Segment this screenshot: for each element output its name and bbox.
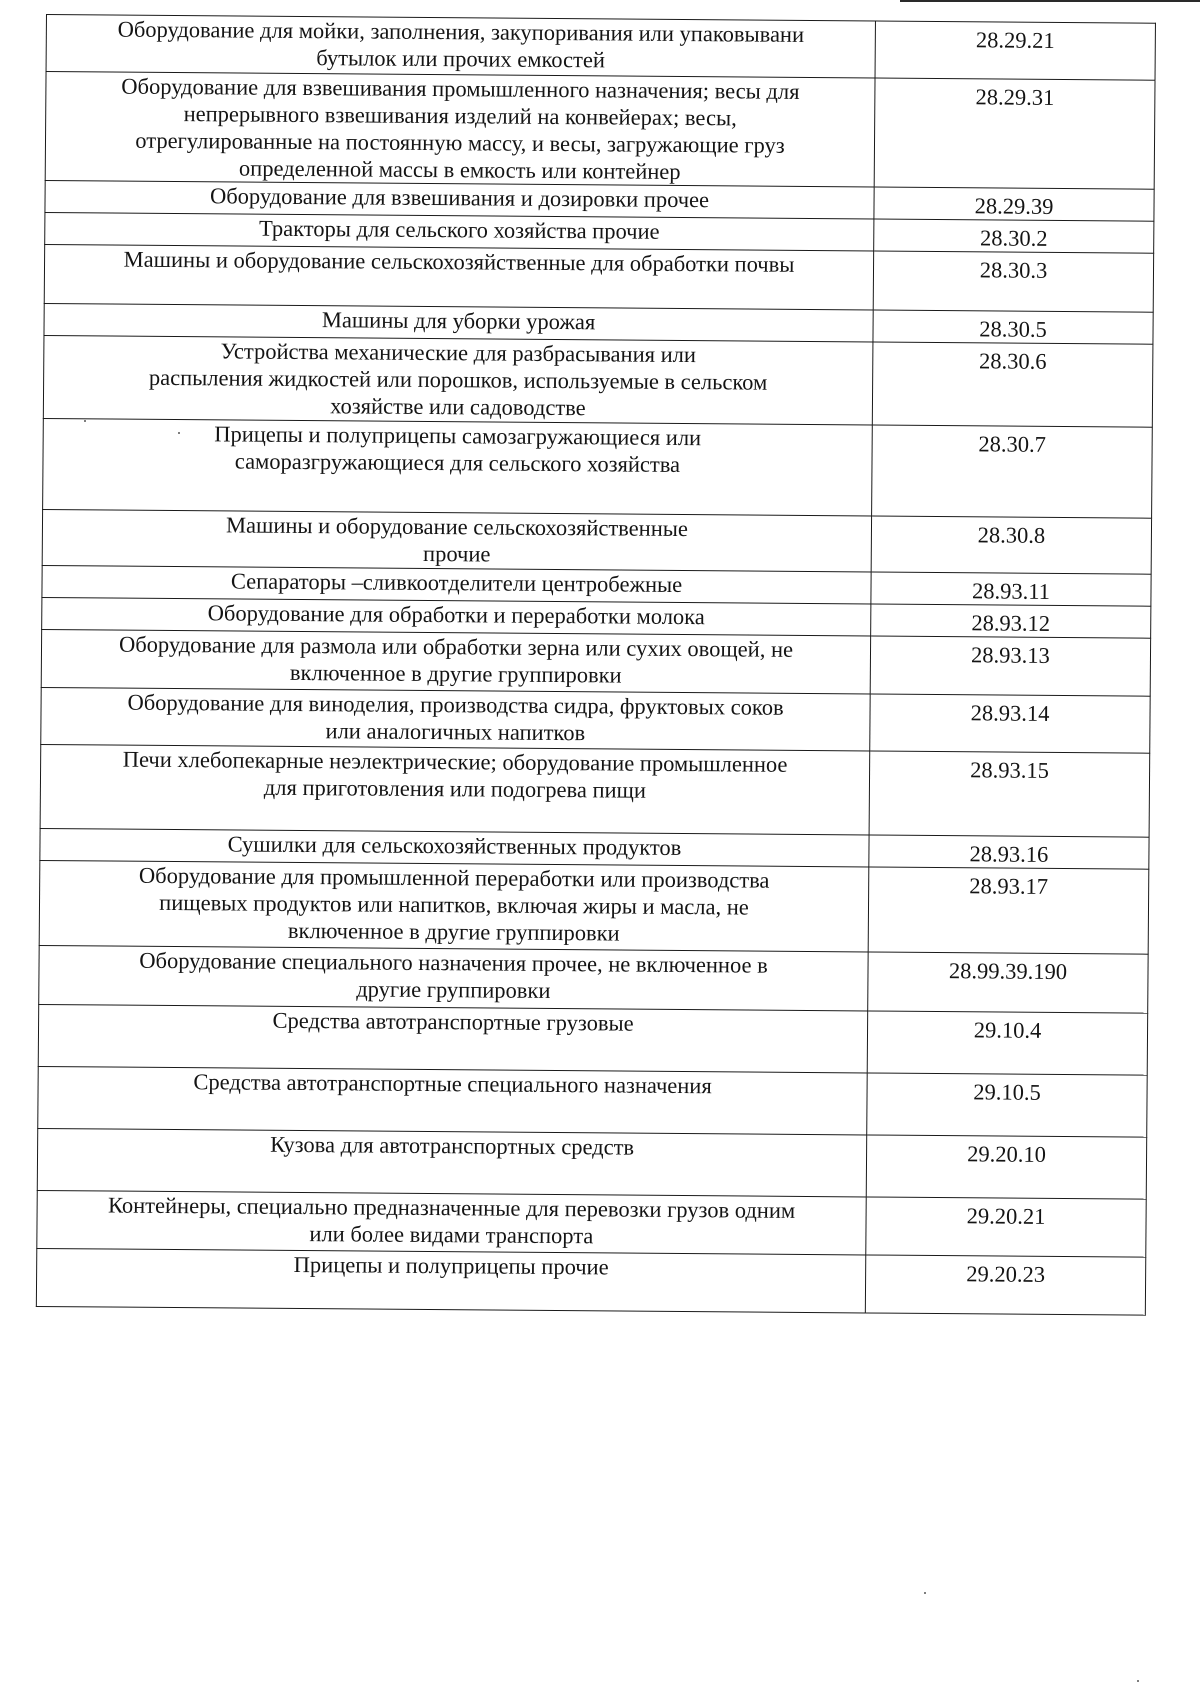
- row-code: 29.10.5: [867, 1073, 1147, 1137]
- row-name: Прицепы и полуприцепы самозагружающиеся или саморазгружающиеся для сельского хозяйства: [43, 418, 873, 516]
- table-body: [36, 15, 1155, 1316]
- row-name: Печи хлебопекарные неэлектрические; оборудование промышленное для приготовления или подогрева пищи: [40, 744, 870, 835]
- scan-speck: [84, 420, 86, 422]
- table-row: [46, 15, 1155, 81]
- scan-speck: [924, 1592, 926, 1594]
- row-name: Машины для уборки урожая: [44, 303, 873, 342]
- row-code: 29.20.23: [865, 1255, 1145, 1315]
- row-code: 28.93.13: [870, 636, 1150, 696]
- table-row: [39, 945, 1148, 1013]
- table-row: [45, 72, 1155, 190]
- row-name: Средства автотранспортные грузовые: [38, 1004, 867, 1073]
- row-code: 28.29.21: [875, 21, 1155, 80]
- row-code: 28.30.2: [874, 219, 1154, 253]
- row-name: Контейнеры, специально предназначенные для перевозки грузов одним или более видами транспорта: [37, 1190, 866, 1255]
- row-code: 28.29.31: [874, 78, 1155, 189]
- table-row: [44, 244, 1153, 312]
- row-name: Машины и оборудование сельскохозяйственные для обработки почвы: [44, 244, 873, 310]
- table-row: [43, 335, 1153, 427]
- row-name: Оборудование для взвешивания промышленного назначения; весы для непрерывного взвешивания изделий на конвейерах; весы, отрегулированные на постоянную массу, и весы, загружающие груз определенной массы в емкость или контейнер: [45, 72, 875, 188]
- row-name: Тракторы для сельского хозяйства прочие: [45, 212, 874, 251]
- row-name: Оборудование для промышленной переработки или производства пищевых продуктов или напитков, включая жиры и масла, не включенное в другие группировки: [39, 860, 869, 952]
- row-code: 28.30.5: [873, 310, 1153, 344]
- row-code: 28.30.7: [872, 425, 1153, 518]
- scan-edge-line: [900, 0, 1200, 2]
- row-code: 28.29.39: [874, 187, 1154, 221]
- row-name: Оборудование специального назначения прочее, не включенное в другие группировки: [39, 945, 868, 1011]
- table-row: [36, 1248, 1145, 1315]
- table-row: [41, 629, 1150, 696]
- row-name: Кузова для автотранспортных средств: [37, 1128, 866, 1197]
- row-code: 28.93.14: [870, 694, 1150, 753]
- table-row: [40, 744, 1150, 837]
- row-name: Машины и оборудование сельскохозяйственные прочие: [42, 509, 871, 572]
- row-name: Сепараторы –сливкоотделители центробежные: [42, 565, 871, 604]
- table-row: [38, 1004, 1147, 1075]
- table-row: [43, 418, 1153, 518]
- row-code: 28.93.11: [871, 572, 1151, 606]
- table-row: [37, 1128, 1146, 1199]
- row-code: 28.30.3: [873, 251, 1153, 312]
- row-name: Оборудование для мойки, заполнения, закупоривания или упаковывани бутылок или прочих емкостей: [46, 15, 875, 79]
- row-code: 28.99.39.190: [868, 952, 1148, 1013]
- row-name: Сушилки для сельскохозяйственных продуктов: [40, 828, 869, 867]
- row-code: 29.20.10: [866, 1135, 1146, 1199]
- row-code: 28.93.17: [868, 867, 1149, 954]
- scan-speck: [1137, 1680, 1139, 1682]
- row-code: 29.20.21: [866, 1197, 1146, 1257]
- row-name: Оборудование для обработки и переработки молока: [42, 597, 871, 636]
- row-code: 29.10.4: [867, 1011, 1147, 1075]
- okpd-codes-table: [36, 14, 1156, 1316]
- table-row: [38, 1066, 1147, 1137]
- table-row: [37, 1190, 1146, 1257]
- row-name: Средства автотранспортные специального назначения: [38, 1066, 867, 1135]
- row-code: 28.93.12: [871, 604, 1151, 638]
- row-code: 28.30.8: [871, 516, 1151, 574]
- table-row: [41, 687, 1150, 753]
- row-code: 28.30.6: [872, 342, 1153, 427]
- row-name: Оборудование для взвешивания и дозировки прочее: [45, 180, 874, 219]
- row-name: Оборудование для виноделия, производства сидра, фруктовых соков или аналогичных напитков: [41, 687, 870, 751]
- table-row: [42, 509, 1151, 574]
- row-name: Оборудование для размола или обработки зерна или сухих овощей, не включенное в другие группировки: [41, 629, 870, 694]
- scan-speck: [178, 432, 180, 434]
- row-code: 28.93.16: [869, 835, 1149, 869]
- row-name: Устройства механические для разбрасывания или распыления жидкостей или порошков, используемые в сельском хозяйстве или садоводстве: [43, 335, 873, 425]
- table-row: [39, 860, 1149, 954]
- row-name: Прицепы и полуприцепы прочие: [36, 1248, 865, 1313]
- row-code: 28.93.15: [869, 751, 1150, 837]
